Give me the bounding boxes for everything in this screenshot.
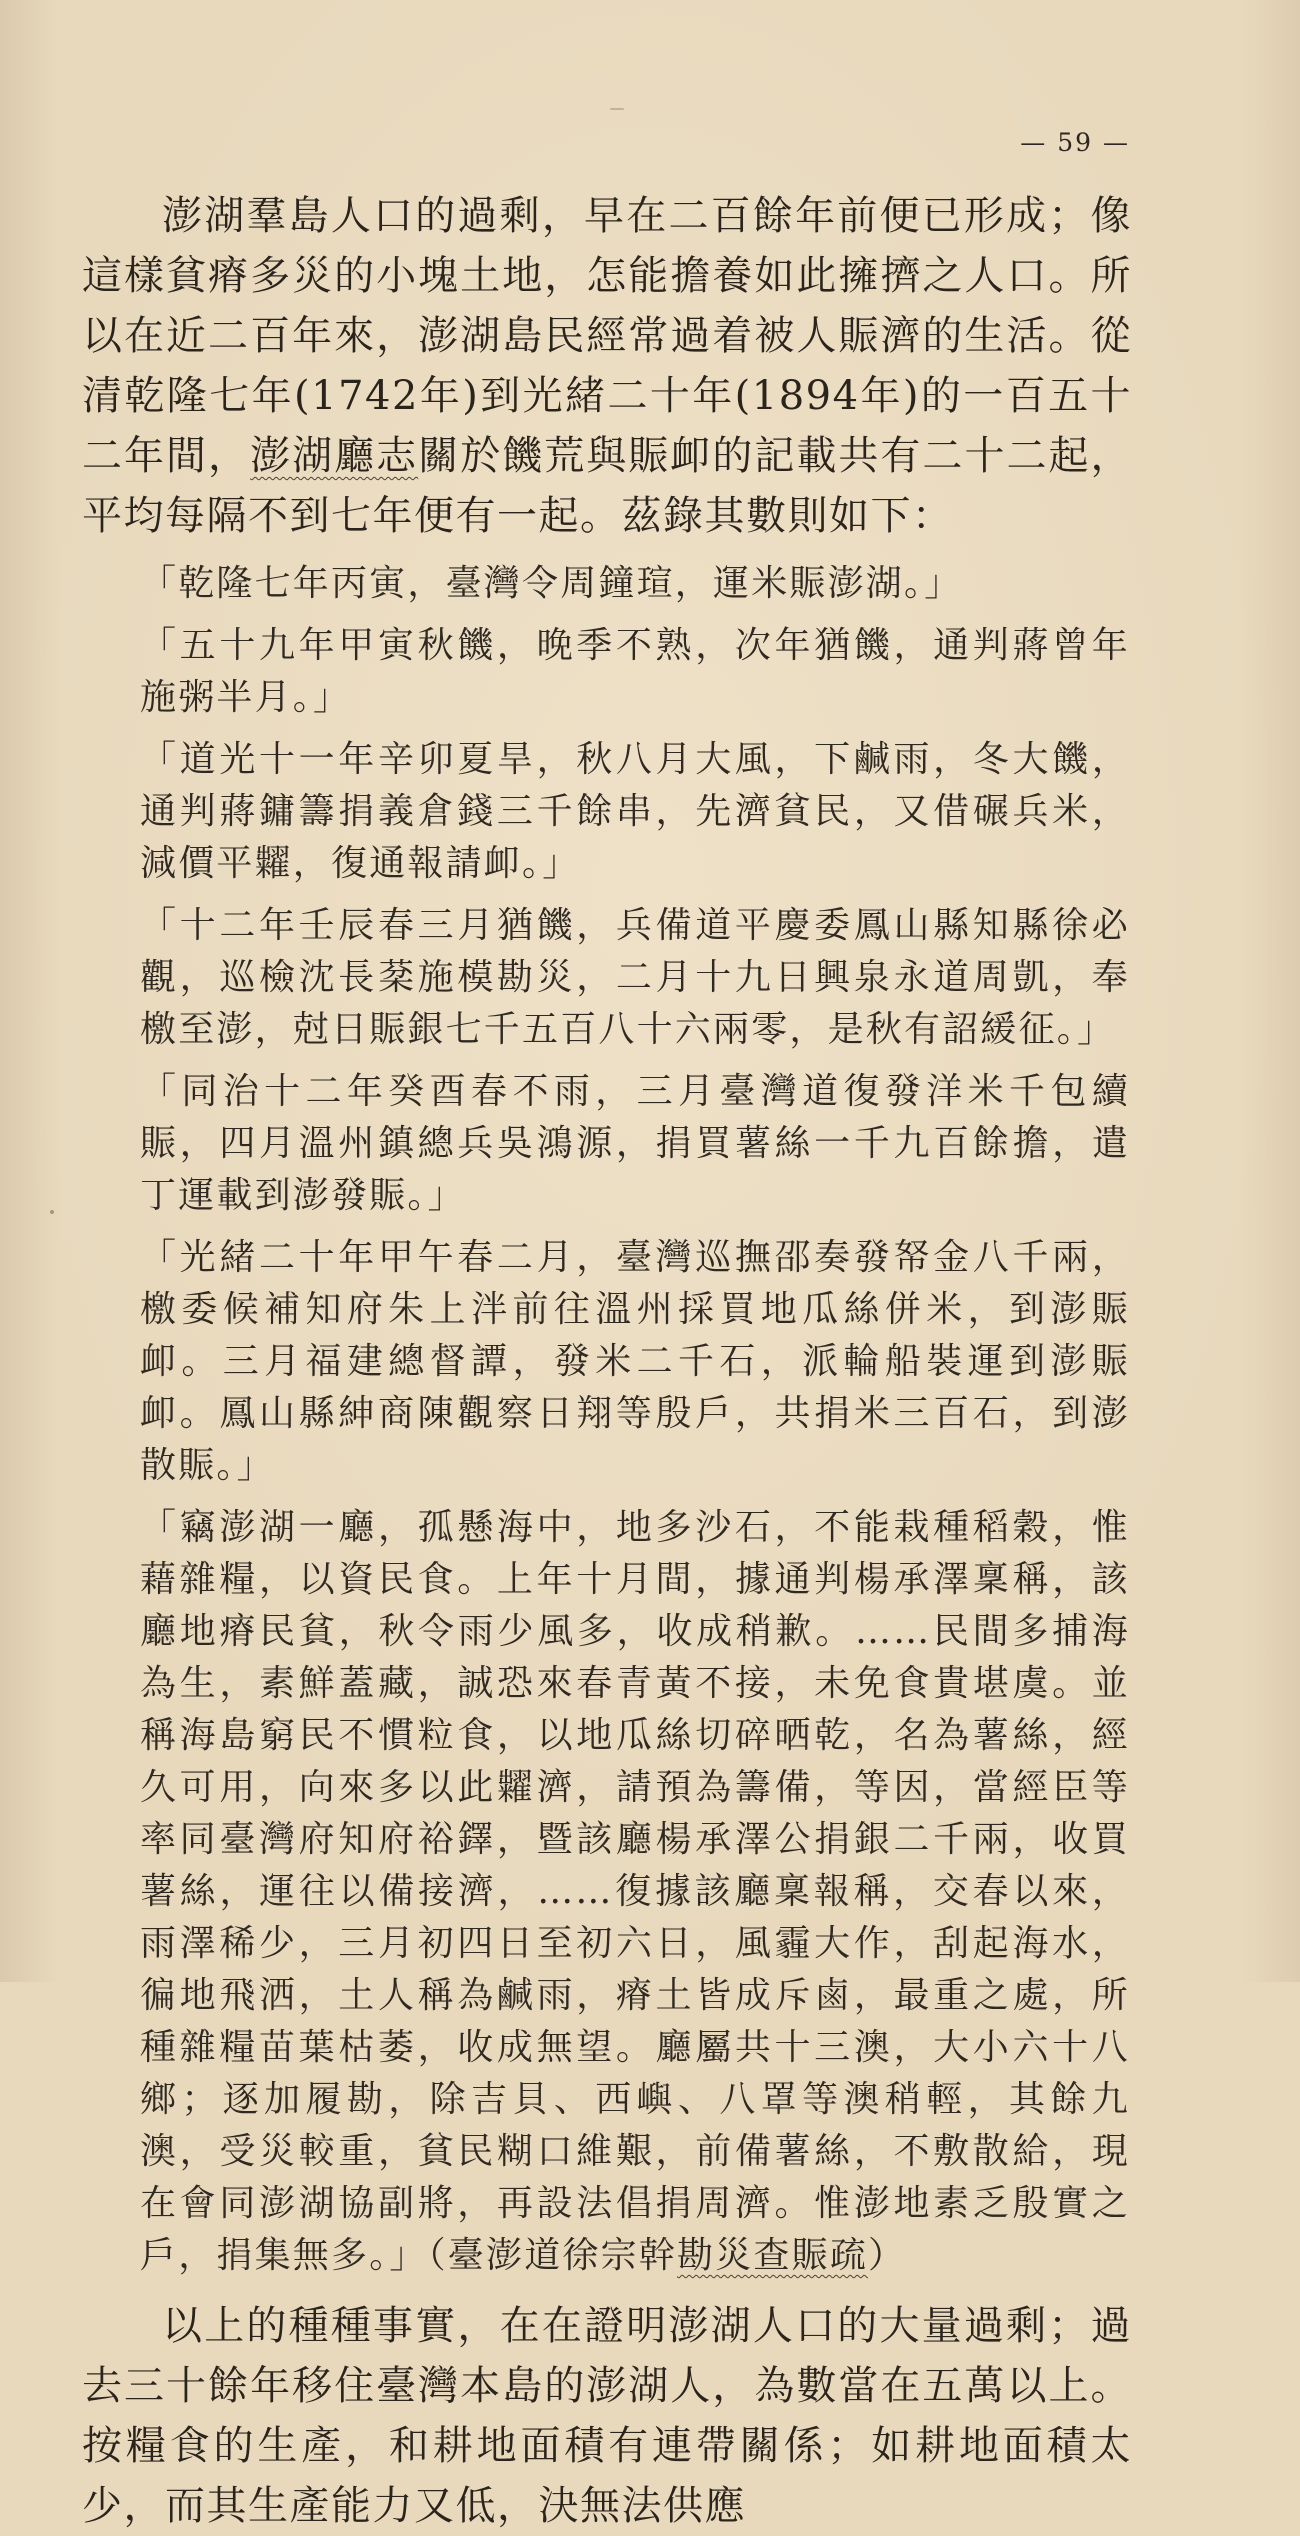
quoted-records [140, 558, 1130, 2282]
page-content [82, 186, 1132, 2536]
quote-record-6: 「光緒二十年甲午春二月，臺灣巡撫邵奏發帑金八千兩，檄委候補知府朱上泮前往溫州採買地瓜絲併米，到澎賑卹。三月福建總督譚，發米二千石，派輪船裝運到澎賑卹。鳳山縣紳商陳觀察日翔等殷戶，共捐米三百石，到澎散賑。」 [140, 1237, 1130, 1486]
memorial-source [428, 2235, 677, 2276]
quote-record-5: 「同治十二年癸酉春不雨，三月臺灣道復發洋米千包續賑，四月溫州鎮總兵吳鴻源，捐買薯絲一千九百餘擔，遣丁運載到澎發賑。」 [140, 1071, 1130, 1216]
quote-record-4: 「十二年壬辰春三月猶饑，兵備道平慶委鳳山縣知縣徐必觀，巡檢沈長棻施模勘災，二月十九日興泉永道周凱，奉檄至澎，尅日賑銀七千五百八十六兩零，是秋有詔緩征。」 [140, 905, 1130, 1050]
book-title-penghu-gazetteer: 澎湖廳志 [250, 433, 419, 479]
quote-record-2: 「五十九年甲寅秋饑，晚季不熟，次年猶饑，通判蔣曾年施粥半月。」 [140, 625, 1130, 718]
quote-record-3: 「道光十一年辛卯夏旱，秋八月大風，下鹹雨，冬大饑，通判蔣鏞籌捐義倉錢三千餘串，先濟貧民，又借碾兵米，減價平糶，復通報請卹。」 [140, 739, 1130, 884]
closing-paragraph: 以上的種種事實，在在證明澎湖人口的大量過剩；過去三十餘年移住臺灣本島的澎湖人，為數當在五萬以上。按糧食的生產，和耕地面積有連帶關係；如耕地面積太少，而其生產能力又低，決無法供應 [82, 2303, 1132, 2529]
paper-speck [610, 108, 624, 110]
memorial-source-title: 勘災查賑疏 [677, 2235, 869, 2276]
intro-paragraph [82, 186, 1132, 546]
memorial-text: 「竊澎湖一廳，孤懸海中，地多沙石，不能栽種稻穀，惟藉雜糧，以資民食。上年十月間，據通判楊承澤稟稱，該廳地瘠民貧，秋令雨少風多，收成稍歉。……民間多捕海為生，素鮮蓋藏，誠恐來春青黃不接，未免食貴堪虞。並稱海島窮民不慣粒食，以地瓜絲切碎晒乾，名為薯絲，經久可用，向來多以此糶濟，請預為籌備，等因，當經臣等率同臺灣府知府裕鐸，暨該廳楊承澤公捐銀二千兩，收買薯絲，運往以備接濟，……復據該廳稟報稱，交春以來，雨澤稀少，三月初四日至初六日，風霾大作，刮起海水，徧地飛洒，土人稱為鹹雨，瘠土皆成斥鹵，最重之處，所種雜糧苗葉枯萎，收成無望。廳屬共十三澳，大小六十八鄉；逐加履勘，除吉貝、西嶼、八罩等澳稍輕，其餘九澳，受災較重，貧民糊口維艱，前備薯絲，不敷散給，現在會同澎湖協副將，再設法倡捐周濟。惟澎地素乏殷實之戶，捐集無多。」 [140, 1507, 1130, 2276]
quote-record-1: 「乾隆七年丙寅，臺灣令周鐘瑄，運米賑澎湖。」 [140, 563, 963, 604]
page-number: — 59 — [1020, 128, 1130, 157]
memorial-source-close: ） [868, 2235, 907, 2276]
quote-record-memorial [140, 1502, 1130, 2282]
paper-speck [50, 1210, 54, 1214]
intro-text-continued: 關於饑荒與賑卹的記載共有二十二起，平均每隔不到七年便有一起。茲錄其數則如下： [82, 433, 1133, 539]
memorial-source-open: （臺澎道徐宗幹 [427, 2235, 678, 2276]
intro-text: 澎湖羣島人口的過剩，早在二百餘年前便已形成；像這樣貧瘠多災的小塊土地，怎能擔養如此擁擠之人口。所以在近二百年來，澎湖島民經常過着被人賑濟的生活。從清乾隆七年(1742年)到光緒二十年(1894年)的一百五十二年間， [82, 193, 1132, 479]
